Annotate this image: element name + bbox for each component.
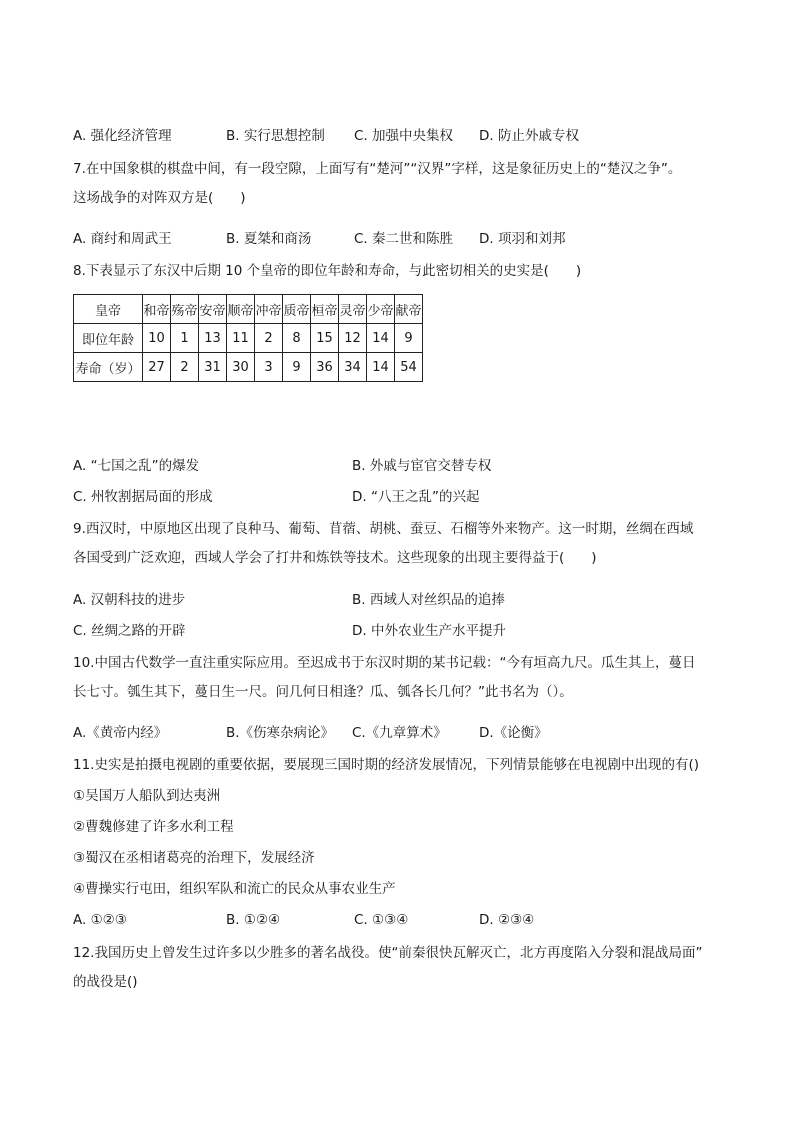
q11-option-a[interactable]: A. ①②③ <box>73 912 127 928</box>
q9-option-c[interactable]: C. 丝绸之路的开辟 <box>73 623 186 639</box>
q8-option-b[interactable]: B. 外戚与宦官交替专权 <box>352 458 492 474</box>
q10-option-a[interactable]: A.《黄帝内经》 <box>73 725 168 741</box>
q7-stem-line-1: 7.在中国象棋的棋盘中间，有一段空隙，上面写有“楚河”“汉界”字样，这是象征历史上的“楚汉之争”。 <box>73 161 682 177</box>
table-cell: 15 <box>311 324 339 353</box>
q11-item-4: ④曹操实行屯田，组织军队和流亡的民众从事农业生产 <box>73 881 396 897</box>
emperor-table <box>73 294 423 382</box>
q9-stem-line-1: 9.西汉时，中原地区出现了良种马、葡萄、苜蓿、胡桃、蚕豆、石榴等外来物产。这一时期，丝绸在西域 <box>73 521 694 537</box>
table-header-cell: 顺帝 <box>227 295 255 324</box>
q8-option-c[interactable]: C. 州牧割据局面的形成 <box>73 489 213 505</box>
table-cell: 2 <box>255 324 283 353</box>
q6-option-a[interactable]: A. 强化经济管理 <box>73 128 172 144</box>
table-header-cell: 献帝 <box>395 295 423 324</box>
q7-stem-line-2: 这场战争的对阵双方是( ) <box>73 190 246 206</box>
table-header-cell: 皇帝 <box>74 295 143 324</box>
table-cell: 12 <box>339 324 367 353</box>
q6-option-c[interactable]: C. 加强中央集权 <box>354 128 454 144</box>
q9-option-d[interactable]: D. 中外农业生产水平提升 <box>352 623 506 639</box>
table-cell: 34 <box>339 353 367 382</box>
table-header-cell: 冲帝 <box>255 295 283 324</box>
table-header-row <box>74 295 423 324</box>
q10-option-b[interactable]: B.《伤寒杂病论》 <box>226 725 335 741</box>
q11-item-2: ②曹魏修建了许多水利工程 <box>73 819 234 835</box>
q11-option-d[interactable]: D. ②③④ <box>479 912 535 928</box>
q8-stem: 8.下表显示了东汉中后期 10 个皇帝的即位年龄和寿命，与此密切相关的史实是( ) <box>73 263 582 279</box>
table-header-cell: 质帝 <box>283 295 311 324</box>
q11-stem: 11.史实是拍摄电视剧的重要依据，要展现三国时期的经济发展情况，下列情景能够在电视剧中出现的有() <box>73 757 700 773</box>
q7-option-a[interactable]: A. 商纣和周武王 <box>73 231 172 247</box>
table-cell: 2 <box>171 353 199 382</box>
q8-option-d[interactable]: D. “八王之乱”的兴起 <box>352 489 480 505</box>
table-cell: 27 <box>143 353 171 382</box>
q7-option-c[interactable]: C. 秦二世和陈胜 <box>354 231 454 247</box>
table-cell: 14 <box>367 324 395 353</box>
q11-item-3: ③蜀汉在丞相诸葛亮的治理下，发展经济 <box>73 850 315 866</box>
table-row-label: 寿命（岁） <box>74 353 143 382</box>
table-cell: 9 <box>395 324 423 353</box>
table-cell: 1 <box>171 324 199 353</box>
table-cell: 14 <box>367 353 395 382</box>
q9-option-b[interactable]: B. 西域人对丝织品的追捧 <box>352 592 505 608</box>
q6-option-d[interactable]: D. 防止外戚专权 <box>479 128 579 144</box>
table-cell: 13 <box>199 324 227 353</box>
q11-item-1: ①吴国万人船队到达夷洲 <box>73 788 221 804</box>
q10-option-d[interactable]: D.《论衡》 <box>479 725 548 741</box>
table-cell: 31 <box>199 353 227 382</box>
table-cell: 3 <box>255 353 283 382</box>
q9-stem-line-2: 各国受到广泛欢迎，西域人学会了打井和炼铁等技术。这些现象的出现主要得益于( ) <box>73 550 597 566</box>
table-header-cell: 桓帝 <box>311 295 339 324</box>
table-row <box>74 353 423 382</box>
q7-option-b[interactable]: B. 夏桀和商汤 <box>226 231 312 247</box>
table-header-cell: 少帝 <box>367 295 395 324</box>
table-header-cell: 殇帝 <box>171 295 199 324</box>
table-cell: 30 <box>227 353 255 382</box>
table-row-label: 即位年龄 <box>74 324 143 353</box>
table-cell: 11 <box>227 324 255 353</box>
table-cell: 36 <box>311 353 339 382</box>
q10-stem-line-2: 长七寸。瓠生其下，蔓日生一尺。问几何日相逢？瓜、瓠各长几何？”此书名为（）。 <box>73 684 573 700</box>
q7-option-d[interactable]: D. 项羽和刘邦 <box>479 231 566 247</box>
q9-option-a[interactable]: A. 汉朝科技的进步 <box>73 592 186 608</box>
q11-option-b[interactable]: B. ①②④ <box>226 912 281 928</box>
q12-stem-line-2: 的战役是() <box>73 974 138 990</box>
q6-option-b[interactable]: B. 实行思想控制 <box>226 128 325 144</box>
q8-option-a[interactable]: A. “七国之乱”的爆发 <box>73 458 200 474</box>
table-cell: 8 <box>283 324 311 353</box>
table-header-cell: 和帝 <box>143 295 171 324</box>
table-cell: 9 <box>283 353 311 382</box>
table-cell: 10 <box>143 324 171 353</box>
q10-option-c[interactable]: C.《九章算术》 <box>352 725 447 741</box>
table-cell: 54 <box>395 353 423 382</box>
table-header-cell: 灵帝 <box>339 295 367 324</box>
table-header-cell: 安帝 <box>199 295 227 324</box>
table-row <box>74 324 423 353</box>
q10-stem-line-1: 10.中国古代数学一直注重实际应用。至迟成书于东汉时期的某书记载：“今有垣高九尺。瓜生其上，蔓日 <box>73 655 696 671</box>
q11-option-c[interactable]: C. ①③④ <box>354 912 409 928</box>
q12-stem-line-1: 12.我国历史上曾发生过许多以少胜多的著名战役。使“前秦很快瓦解灭亡，北方再度陷入分裂和混战局面” <box>73 945 703 961</box>
